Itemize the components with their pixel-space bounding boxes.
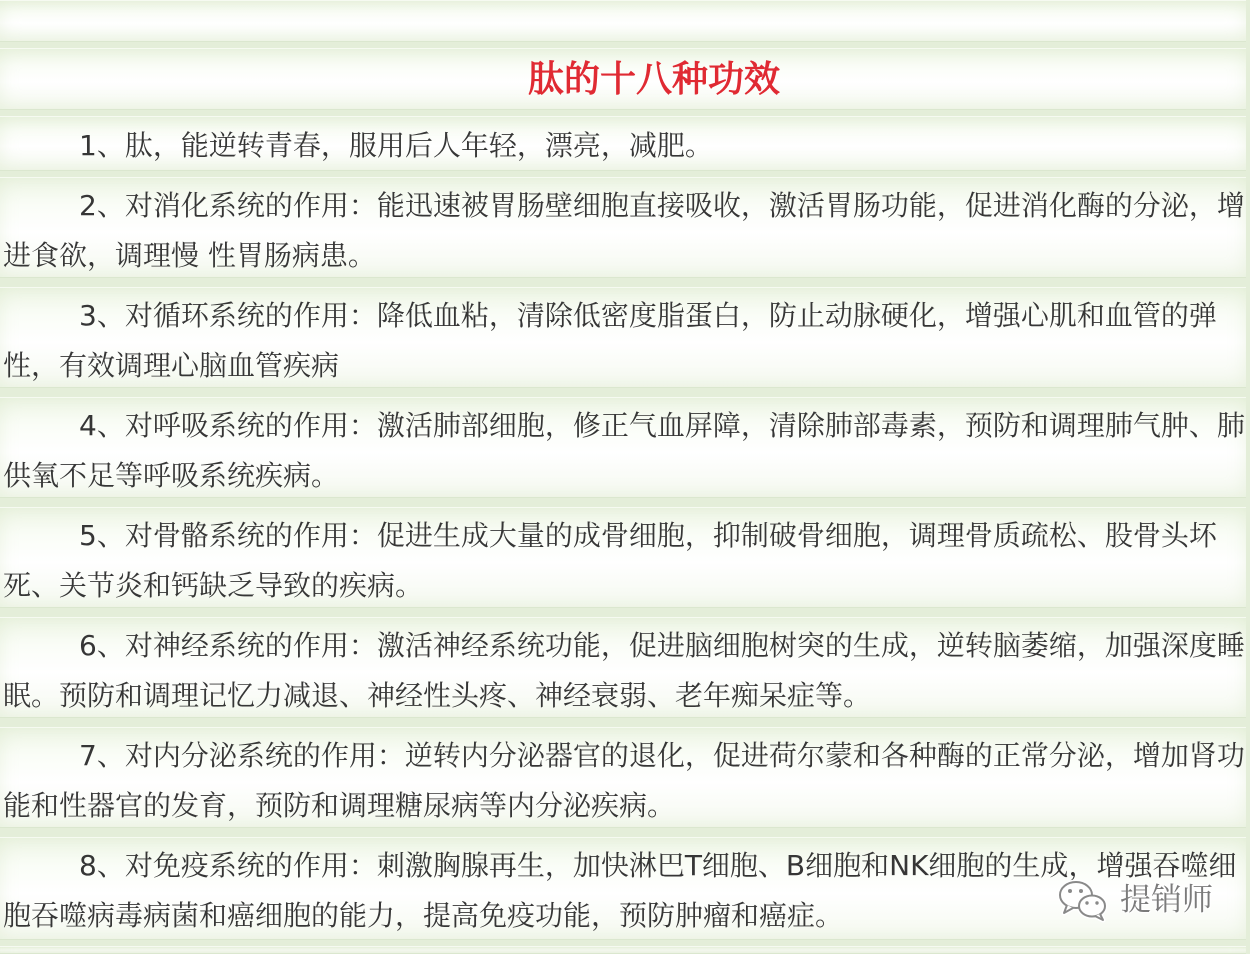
watermark-text: 提销师 xyxy=(1120,882,1213,918)
benefit-text-line: 5、对骨骼系统的作用：促进生成大量的成骨细胞，抑制破骨细胞，调理骨质疏松、股骨头坏 xyxy=(79,519,1217,552)
benefit-text-line: 性，有效调理心脑血管疾病 xyxy=(3,349,340,382)
benefit-text-line: 死、关节炎和钙缺乏导致的疾病。 xyxy=(3,569,424,602)
benefit-item-6 xyxy=(0,617,1246,718)
benefit-item-5 xyxy=(0,507,1246,608)
bottom-row xyxy=(0,946,1246,954)
benefit-text-line: 4、对呼吸系统的作用：激活肺部细胞，修正气血屏障，清除肺部毒素，预防和调理肺气肿、肺 xyxy=(79,409,1245,442)
benefit-item-7 xyxy=(0,727,1246,828)
top-row xyxy=(0,0,1246,42)
watermark xyxy=(1056,877,1213,923)
benefit-text-line: 供氧不足等呼吸系统疾病。 xyxy=(3,459,340,492)
benefit-text-line: 进食欲，调理慢 性胃肠病患。 xyxy=(3,239,376,272)
benefit-text-line: 眠。预防和调理记忆力减退、神经性头疼、神经衰弱、老年痴呆症等。 xyxy=(3,679,872,712)
benefit-text-line: 6、对神经系统的作用：激活神经系统功能，促进脑细胞树突的生成，逆转脑萎缩，加强深度睡 xyxy=(79,629,1245,662)
title-row xyxy=(0,48,1246,110)
benefit-text-line: 能和性器官的发育，预防和调理糖尿病等内分泌疾病。 xyxy=(3,789,676,822)
benefit-text-line: 2、对消化系统的作用：能迅速被胃肠壁细胞直接吸收，激活胃肠功能，促进消化酶的分泌，增 xyxy=(79,189,1245,222)
benefit-text-line: 胞吞噬病毒病菌和癌细胞的能力，提高免疫功能，预防肿瘤和癌症。 xyxy=(3,899,844,932)
page-title: 肽的十八种功效 xyxy=(528,59,781,100)
benefit-text-line: 3、对循环系统的作用：降低血粘，清除低密度脂蛋白，防止动脉硬化，增强心肌和血管的弹 xyxy=(79,299,1217,332)
benefit-item-2 xyxy=(0,177,1246,278)
benefit-text-line: 7、对内分泌系统的作用：逆转内分泌器官的退化，促进荷尔蒙和各种酶的正常分泌，增加肾功 xyxy=(79,739,1245,772)
benefit-item-3 xyxy=(0,287,1246,388)
benefit-text-line: 8、对免疫系统的作用：刺激胸腺再生，加快淋巴T细胞、B细胞和NK细胞的生成，增强吞噬细 xyxy=(79,849,1237,882)
benefit-item-1 xyxy=(0,116,1246,171)
benefit-text-line: 1、肽，能逆转青春，服用后人年轻，漂亮，减肥。 xyxy=(79,129,713,162)
benefit-item-4 xyxy=(0,397,1246,498)
wechat-icon xyxy=(1056,877,1110,923)
